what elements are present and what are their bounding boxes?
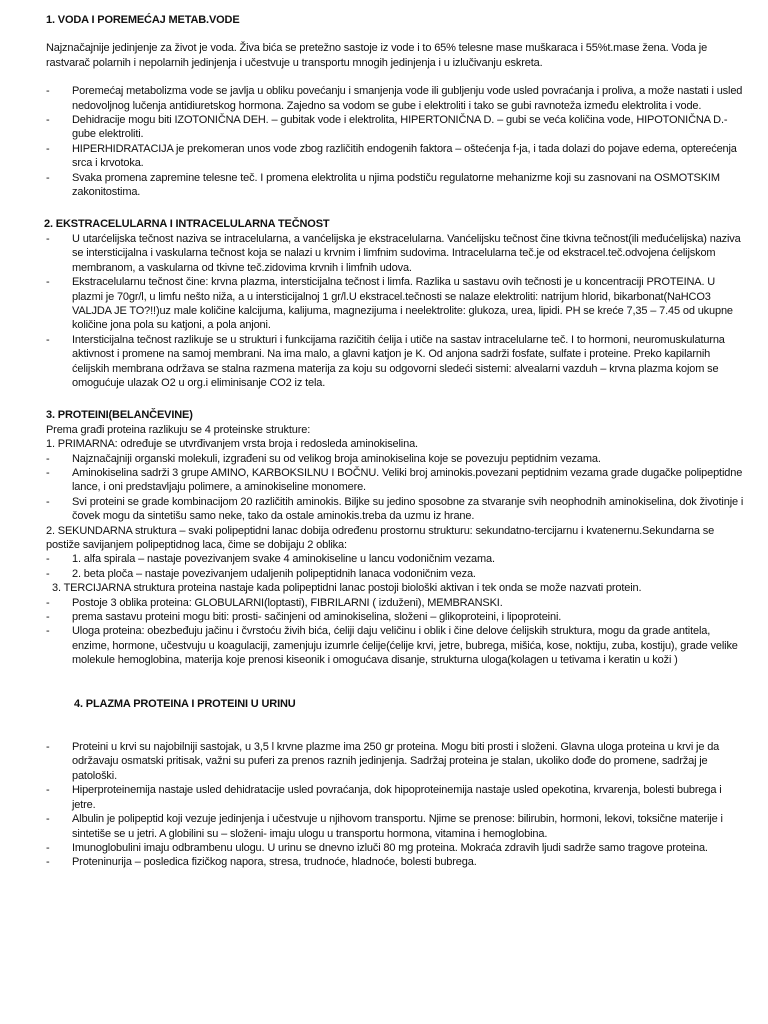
list-item: - Hiperproteinemija nastaje usled dehidratacije usled povraćanja, dok hipoproteinemija nastaje usled opekotina, krvarenja, bolesti bubrega i jetre.: [46, 783, 746, 812]
list-item: - Poremećaj metabolizma vode se javlja u obliku povećanju i smanjenja vode ili gubljenju vode usled povraćanja i proliva, a može nastati i usled nedovoljnog lučenja antidiuretskog hormona. Zajedno sa vodom se gube i elektroliti i tako se gubi ravnoteža između elektrolita i vode.: [46, 84, 746, 113]
section-3-list-b: [46, 552, 746, 581]
list-item: - U utarćelijska tečnost naziva se intracelularna, a vanćelijska je ekstracelularna. Vanćelijsku tečnost čine tkivna tečnost(ili međućelijska) naziva se intersticijalna i vaskularna tečnost koja se nalazi u krvnim i limfnim sudovima. Intracelularna teč.je od ekstracel.teč.odvojena ćelijskom membranom, a vaskularna od tkivne teč.zidovima krvnih i limfnih udova.: [46, 232, 746, 275]
list-item: - Intersticijalna tečnost razlikuje se u strukturi i funkcijama razičitih ćelija i utiče na sastav intracelularne teč. I to hormoni, neuromuskulaturna aktivnost i promene na samoj membrani. Na ima malo, a glavni katjon je K. Od anjona sadrži fosfate, sulfate i proteine. Preko kapilarnih ćelijskih membrana održava se stalna razmena materija za koju su odgovorni sledeći sistemi: alvealarni vazduh – krvna plazma kojom se omogućuje ulazak O2 u org.i eliminisanje CO2 iz tela.: [46, 333, 746, 391]
list-item: - 2. beta ploča – nastaje povezivanjem udaljenih polipeptidnih lanaca vodoničnim veza.: [46, 567, 746, 581]
section-3-sekundarna: 2. SEKUNDARNA struktura – svaki polipeptidni lanac dobija određenu prostornu strukturu: sekundatno-tercijarnu i kvatenernu.Sekundarna se postiže savijanjem polipeptidnog laca, čime se dobijaju 2 oblika:: [46, 524, 715, 551]
list-item: - Proteninurija – posledica fizičkog napora, stresa, trudnoće, hladnoće, bolesti bubrega.: [46, 855, 746, 869]
section-1-intro: Najznačajnije jedinjenje za život je voda. Živa bića se pretežno sastoje iz vode i to 65% telesne mase muškaraca i 55%t.mase žena. Voda je rastvarač polarnih i nepolarnih jedinjenja i učestvuje u transportu mnogih jedinjenja i u izlučivanju eskreta.: [46, 42, 708, 69]
section-3-list-a: [46, 452, 746, 524]
list-item: - Dehidracije mogu biti IZOTONIČNA DEH. – gubitak vode i elektrolita, HIPERTONIČNA D. – gubi se veća količina vode, HIPOTONIČNA D.- gube elektroliti.: [46, 113, 746, 142]
list-item: - Svi proteini se grade kombinacijom 20 različitih aminokis. Biljke su jedino sposobne za stvaranje svih neophodnih aminokiselina, dok životinje i čovek mogu da sintetišu samo neke, tako da ostale aminokis.treba da uzmu iz hrane.: [46, 495, 746, 524]
section-1-title: 1. VODA I POREMEĆAJ METAB.VODE: [46, 14, 240, 26]
list-item: - 1. alfa spirala – nastaje povezivanjem svake 4 aminokiseline u lancu vodoničnim vezama.: [46, 552, 746, 566]
list-item: - Albulin je polipeptid koji vezuje jedinjenja i učestvuje u njihovom transportu. Njime se prenose: bilirubin, hormoni, lekovi, toksične materije i sintetiše se u jetri. A globilini su – složeni- imaju ulogu u transportu hormona, vitamina i hemoglobina.: [46, 812, 746, 841]
section-1-list: [46, 84, 746, 199]
list-item: - Svaka promena zapremine telesne teč. I promena elektrolita u njima podstiču regulatorne mehanizme koji su zasnovani na OSMOTSKIM zakonitostima.: [46, 171, 746, 200]
list-item: - Aminokiselina sadrži 3 grupe AMINO, KARBOKSILNU I BOČNU. Veliki broj aminokis.povezani peptidnim vezama grade dugačke polipeptidne lance, i oni predstavljaju polimere, a aminokiseline monomere.: [46, 466, 746, 495]
section-3-primarna: 1. PRIMARNA: određuje se utvrđivanjem vrsta broja i redosleda aminokiselina.: [46, 438, 418, 451]
section-3-title: 3. PROTEINI(BELANČEVINE): [46, 409, 193, 422]
list-item: - Uloga proteina: obezbeđuju jačinu i čvrstoću živih bića, ćeliji daju veličinu i oblik i čine delove ćelijskih struktura, mogu da grade antitela, enzime, hormone, učestvuju u koagulaciji, zamenjuju izumrle ćelije(ćelije krvi, jetre, bubrega, mišića, kose, noktiju, zuba, kostiju), grade velike molekule hemoglobina, materija koje prenosi kiseonik i omogućava disanje, strukturna uloga(kolagen u tetivama i keratin u koži ): [46, 624, 746, 667]
list-item: - Ekstracelularnu tečnost čine: krvna plazma, intersticijalna tečnost i limfa. Razlika u sastavu ovih tečnosti je u koncentraciji PROTEINA. U plazmi je 70gr/l, u limfu nešto niža, a u intersticijalnoj 1 gr/l.U ekstracel.tečnosti se nalaze elektroliti: natrijum hlorid, bikarbonat(NaHCO3 VALJDA JE TO?!!)uz male količine kalcijuma, kalijuma, magnezijuma i neelektrolite: glukoza, urea, lipidi. PH se kreće 7,35 – 7.45 od ukupne količine jona pola su katjoni, a pola anjoni.: [46, 275, 746, 333]
section-4-list: [46, 740, 746, 870]
section-2-list: [46, 232, 746, 390]
section-2-title: 2. EKSTRACELULARNA I INTRACELULARNA TEČNOST: [44, 218, 330, 231]
section-3-tercijarna: 3. TERCIJARNA struktura proteina nastaje kada polipeptidni lanac postoji biološki aktivan i tek onda se može nazvati protein.: [52, 582, 642, 595]
list-item: - Najznačajniji organski molekuli, izgrađeni su od velikog broja aminokiselina koje se povezuju peptidnim vezama.: [46, 452, 746, 466]
list-item: - Proteini u krvi su najobilniji sastojak, u 3,5 l krvne plazme ima 250 gr proteina. Mogu biti prosti i složeni. Glavna uloga proteina u krvi je da održavaju osmatski pritisak, važni su puferi za prenos raznih jedinjenja. Sadržaj proteina je stalan, ukoliko dođe do promene, sadržaj je patološki.: [46, 740, 746, 783]
list-item: - Postoje 3 oblika proteina: GLOBULARNI(loptasti), FIBRILARNI ( izduženi), MEMBRANSKI.: [46, 596, 746, 610]
section-4-title: 4. PLAZMA PROTEINA I PROTEINI U URINU: [74, 697, 296, 710]
list-item: - prema sastavu proteini mogu biti: prosti- sačinjeni od aminokiselina, složeni – glikoproteini, i lipoproteini.: [46, 610, 746, 624]
section-3-lead: Prema građi proteina razlikuju se 4 proteinske strukture:: [46, 423, 311, 436]
section-3-list-c: [46, 596, 746, 668]
list-item: - HIPERHIDRATACIJA je prekomeran unos vode zbog različitih endogenih faktora – oštećenja f-ja, i tada dolazi do pojave edema, opterećenja srca i krvotoka.: [46, 142, 746, 171]
list-item: - Imunoglobulini imaju odbrambenu ulogu. U urinu se dnevno izluči 80 mg proteina. Mokraća zdravih ljudi sadrže samo tragove proteina.: [46, 841, 746, 855]
